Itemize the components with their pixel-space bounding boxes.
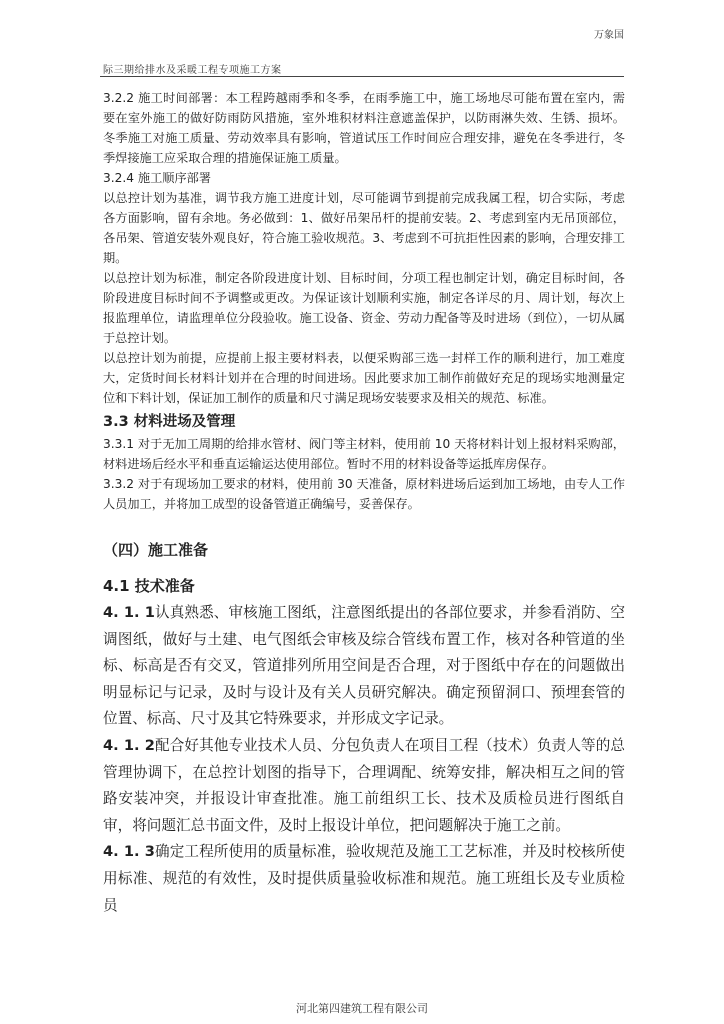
clause-number: 4. 1. 1 [103,604,155,621]
heading-3-2-4: 3.2.4 施工顺序部署 [103,171,212,185]
clause-text: 配合好其他专业技术人员、分包负责人在项目工程（技术）负责人等的总管理协调下，在总控计划图的指导下，合理调配、统筹安排，解决相互之间的管路安装冲突，并报设计审查批准。施工前组织工长、技术及质检员进行图纸自审，将问题汇总书面文件，及时上报设计单位，把问题解决于施工之前。 [103,736,625,834]
clause-number: 4. 1. 3 [103,843,155,861]
paragraph-4-1-1 [103,600,625,733]
header-company: 万象国 [594,30,624,41]
header-rule [100,76,624,77]
heading-4-1: 4.1 技术准备 [103,577,195,595]
paragraph-4-1-2 [103,733,625,839]
clause-number: 4. 1. 2 [103,736,155,754]
paragraph-3-2-4-a: 以总控计划为基准，调节我方施工进度计划，尽可能调节到提前完成我属工程，切合实际，考虑各方面影响，留有余地。务必做到：1、做好吊架吊杆的提前安装。2、考虑到室内无吊顶部位，各吊架、管道安装外观良好，符合施工验收规范。3、考虑到不可抗拒性因素的影响，合理安排工期。 [103,191,625,265]
clause-text: 认真熟悉、审核施工图纸，注意图纸提出的各部位要求，并参看消防、空调图纸，做好与土建、电气图纸会审核及综合管线布置工作，核对各种管道的坐标、标高是否有交叉，管道排列所用空间是否合理，对于图纸中存在的问题做出明显标记与记录，及时与设计及有关人员研究解决。确定预留洞口、预埋套管的位置、标高、尺寸及其它特殊要求，并形成文字记录。 [103,604,625,728]
paragraph-3-2-4-b: 以总控计划为标准，制定各阶段进度计划、目标时间，分项工程也制定计划，确定目标时间，各阶段进度目标时间不予调整或更改。为保证该计划顺利实施，制定各详尽的月、周计划，每次上报监理单位，请监理单位分段验收。施工设备、资金、劳动力配备等及时进场（到位），一切从属于总控计划。 [103,271,625,345]
paragraph-3-3-1: 3.3.1 对于无加工周期的给排水管材、阀门等主材料，使用前 10 天将材料计划上报材料采购部，材料进场后经水平和垂直运输运达使用部位。暂时不用的材料设备等运抵库房保存。 [103,437,625,471]
document-body [103,88,625,919]
paragraph-3-2-2: 3.2.2 施工时间部署：本工程跨越雨季和冬季，在雨季施工中，施工场地尽可能布置在室内，需要在室外施工的做好防雨防风措施，室外堆积材料注意遮盖保护，以防雨淋失效、生锈、损坏。冬季施工对施工质量、劳动效率具有影响，管道试压工作时间应合理安排，避免在冬季进行，冬季焊接施工应采取合理的措施保证施工质量。 [103,91,625,165]
heading-chapter-4: （四）施工准备 [103,541,209,559]
paragraph-4-1-3 [103,839,625,919]
footer-company-name: 河北第四建筑工程有限公司 [296,1002,428,1015]
heading-3-3: 3.3 材料进场及管理 [103,414,236,430]
paragraph-3-2-4-c: 以总控计划为前提，应提前上报主要材料表，以便采购部三选一封样工作的顺利进行，加工难度大，定货时间长材料计划并在合理的时间进场。因此要求加工制作前做好充足的现场实地测量定位和下料计划，保证加工制作的质量和尺寸满足现场安装要求及相关的规范、标准。 [103,351,625,405]
clause-text: 确定工程所使用的质量标准，验收规范及施工工艺标准，并及时校核所使用标准、规范的有效性，及时提供质量验收标准和规范。施工班组长及专业质检员 [103,843,625,914]
paragraph-3-3-2: 3.3.2 对于有现场加工要求的材料，使用前 30 天准备，原材料进场后运到加工场地，由专人工作人员加工，并将加工成型的设备管道正确编号，妥善保存。 [103,477,625,511]
header-doc-title: 际三期给排水及采暖工程专项施工方案 [103,65,282,76]
